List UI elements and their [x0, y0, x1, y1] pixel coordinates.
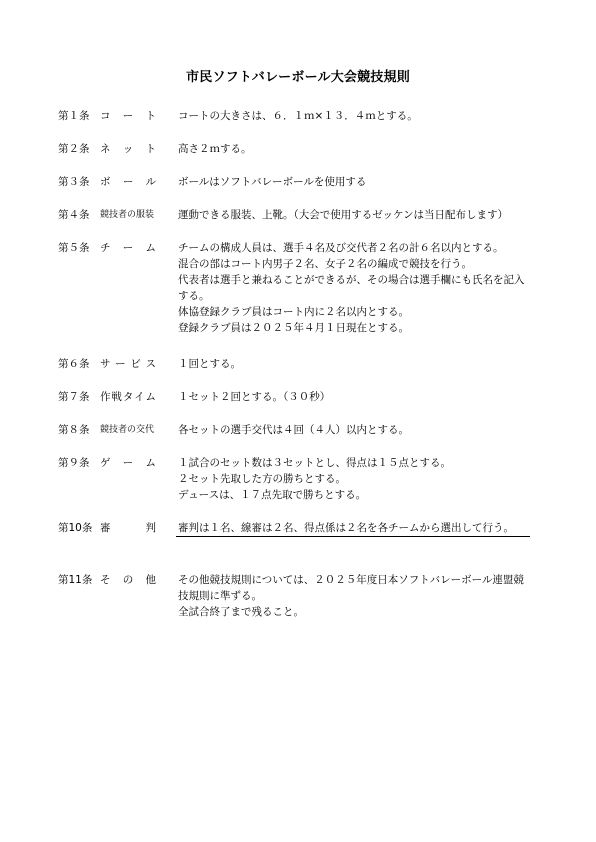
article-name: 作戦タイム	[100, 391, 156, 403]
article-name: コート	[100, 110, 156, 122]
article-name: ネット	[100, 143, 156, 155]
article-line: 運動できる服装、上靴。（大会で使用するゼッケンは当日配布します）	[178, 209, 509, 221]
article-line: 代表者は選手と兼ねることができるが、その場合は選手欄にも氏名を記入する。	[178, 274, 525, 302]
article-content	[178, 356, 533, 372]
article-content	[178, 520, 533, 536]
article-content	[178, 240, 533, 336]
article-content	[178, 389, 533, 405]
article-line: １セット２回とする。（３０秒）	[178, 391, 331, 403]
article-number: 第10条	[58, 522, 93, 534]
article-number: 第11条	[58, 574, 93, 586]
article-line: １試合のセット数は３セットとし、得点は１５点とする。	[178, 457, 451, 469]
article-line: 各セットの選手交代は４回（４人）以内とする。	[178, 424, 409, 436]
article-line: デュースは、１７点先取で勝ちとする。	[178, 489, 367, 501]
article-line: コートの大きさは、６．１ｍ×１３．４ｍとする。	[178, 110, 418, 122]
article-line: １回とする。	[178, 358, 241, 370]
article-line: 全試合終了まで残ること。	[178, 606, 304, 618]
article-number: 第７条	[58, 391, 90, 403]
article-content	[178, 174, 533, 190]
article-content	[178, 108, 533, 124]
article-name: サービス	[100, 358, 156, 370]
article-line: 混合の部はコート内男子２名、女子２名の編成で競技を行う。	[178, 258, 472, 270]
article-number: 第５条	[58, 242, 90, 254]
article-line: その他競技規則については、２０２５年度日本ソフトバレーボール連盟競技規則に準ずる。	[178, 574, 524, 602]
article-content	[178, 207, 533, 223]
article-number: 第１条	[58, 110, 90, 122]
article-number: 第８条	[58, 424, 90, 436]
article-name: その他	[100, 574, 156, 586]
article-line: ２セット先取した方の勝ちとする。	[178, 473, 346, 485]
article-number: 第３条	[58, 176, 90, 188]
article-line: チームの構成人員は、選手４名及び交代者２名の計６名以内とする。	[178, 242, 504, 254]
article-name: ゲーム	[100, 457, 156, 469]
divider-line	[176, 536, 530, 537]
article-content	[178, 572, 533, 620]
article-name: 競技者の交代	[100, 425, 155, 435]
article-name: 審判	[100, 522, 156, 534]
article-number: 第６条	[58, 358, 90, 370]
article-content	[178, 422, 533, 438]
page-title: 市民ソフトバレーボール大会競技規則	[186, 70, 410, 85]
article-content	[178, 141, 533, 157]
article-number: 第９条	[58, 457, 90, 469]
article-name: 競技者の服装	[100, 210, 155, 220]
article-line: 高さ２ｍする。	[178, 143, 252, 155]
article-line: 体協登録クラブ員はコート内に２名以内とする。	[178, 306, 409, 318]
article-line: ボールはソフトバレーボールを使用する	[178, 176, 367, 188]
article-name: ボール	[100, 176, 156, 188]
article-name: チーム	[100, 242, 156, 254]
article-content	[178, 455, 533, 503]
article-number: 第２条	[58, 143, 90, 155]
article-line: 審判は１名、線審は２名、得点係は２名を各チームから選出して行う。	[178, 522, 514, 534]
article-number: 第４条	[58, 209, 90, 221]
article-line: 登録クラブ員は２０２５年４月１日現在とする。	[178, 322, 409, 334]
